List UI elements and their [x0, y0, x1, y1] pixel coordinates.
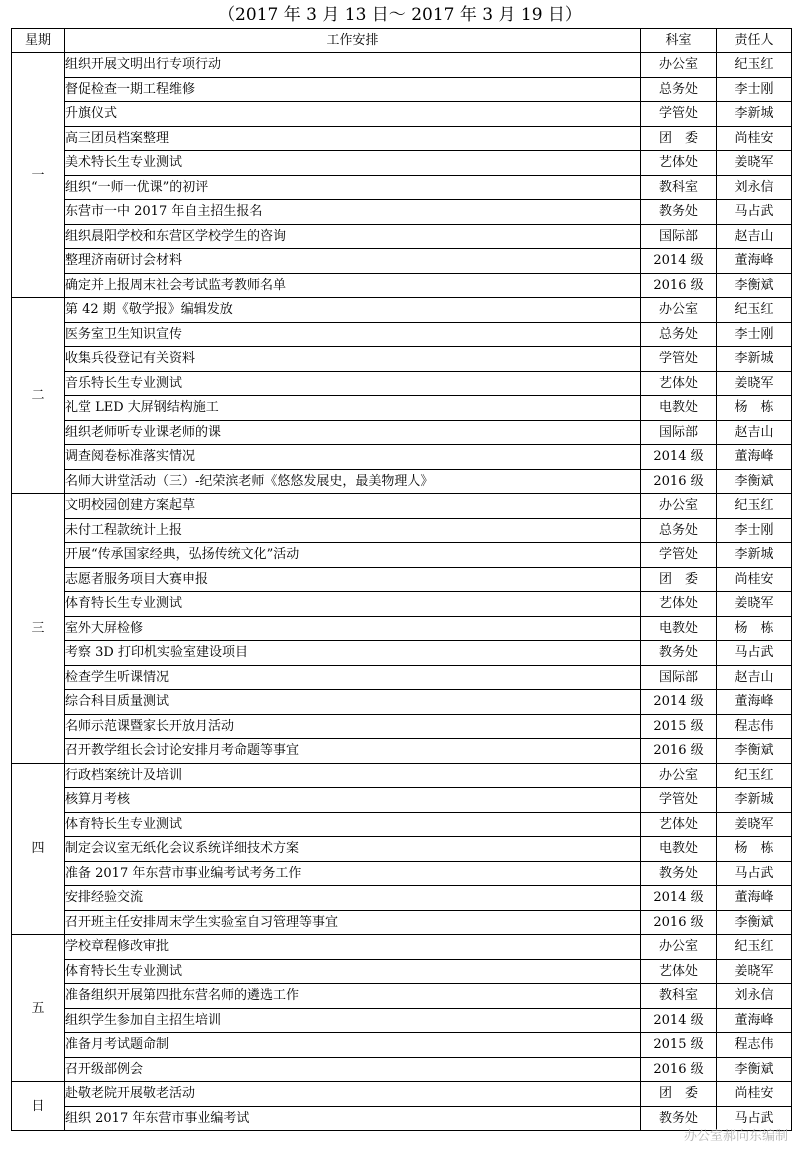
person-cell: 姜晓军	[717, 371, 792, 396]
table-row	[12, 494, 792, 519]
weekday-cell: 一	[12, 53, 65, 298]
header-person: 责任人	[717, 29, 792, 53]
table-row	[12, 1008, 792, 1033]
table-row	[12, 910, 792, 935]
task-cell: 督促检查一期工程维修	[65, 77, 641, 102]
dept-cell: 教科室	[641, 175, 717, 200]
table-row	[12, 469, 792, 494]
person-cell: 纪玉红	[717, 298, 792, 323]
table-row	[12, 763, 792, 788]
person-cell: 赵吉山	[717, 224, 792, 249]
table-row	[12, 224, 792, 249]
dept-cell: 办公室	[641, 763, 717, 788]
task-cell: 准备 2017 年东营市事业编考试考务工作	[65, 861, 641, 886]
person-cell: 李士刚	[717, 322, 792, 347]
person-cell: 纪玉红	[717, 53, 792, 78]
table-row	[12, 445, 792, 470]
task-cell: 体育特长生专业测试	[65, 592, 641, 617]
table-row	[12, 714, 792, 739]
person-cell: 刘永信	[717, 984, 792, 1009]
person-cell: 赵吉山	[717, 665, 792, 690]
person-cell: 董海峰	[717, 886, 792, 911]
task-cell: 东营市一中 2017 年自主招生报名	[65, 200, 641, 225]
task-cell: 体育特长生专业测试	[65, 812, 641, 837]
task-cell: 名师大讲堂活动（三）-纪荣滨老师《悠悠发展史，最美物理人》	[65, 469, 641, 494]
dept-cell: 艺体处	[641, 812, 717, 837]
dept-cell: 总务处	[641, 518, 717, 543]
task-cell: 组织“一师一优课”的初评	[65, 175, 641, 200]
task-cell: 升旗仪式	[65, 102, 641, 127]
table-row	[12, 886, 792, 911]
dept-cell: 2016 级	[641, 469, 717, 494]
table-row	[12, 322, 792, 347]
schedule-body	[12, 53, 792, 1131]
dept-cell: 2016 级	[641, 273, 717, 298]
header-dept: 科室	[641, 29, 717, 53]
person-cell: 纪玉红	[717, 935, 792, 960]
person-cell: 董海峰	[717, 1008, 792, 1033]
person-cell: 纪玉红	[717, 494, 792, 519]
table-row	[12, 273, 792, 298]
table-row	[12, 812, 792, 837]
person-cell: 尚桂安	[717, 1082, 792, 1107]
task-cell: 检查学生听课情况	[65, 665, 641, 690]
person-cell: 马占武	[717, 641, 792, 666]
task-cell: 高三团员档案整理	[65, 126, 641, 151]
table-row	[12, 665, 792, 690]
table-row	[12, 984, 792, 1009]
task-cell: 组织老师听专业课老师的课	[65, 420, 641, 445]
page-title: （2017 年 3 月 13 日～ 2017 年 3 月 19 日）	[218, 5, 582, 25]
person-cell: 李衡斌	[717, 910, 792, 935]
person-cell: 李士刚	[717, 518, 792, 543]
dept-cell: 团 委	[641, 1082, 717, 1107]
table-row	[12, 1106, 792, 1131]
dept-cell: 总务处	[641, 77, 717, 102]
dept-cell: 艺体处	[641, 959, 717, 984]
person-cell: 杨 栋	[717, 837, 792, 862]
person-cell: 纪玉红	[717, 763, 792, 788]
weekday-cell: 四	[12, 763, 65, 935]
dept-cell: 2014 级	[641, 445, 717, 470]
task-cell: 志愿者服务项目大赛申报	[65, 567, 641, 592]
person-cell: 刘永信	[717, 175, 792, 200]
weekday-cell: 日	[12, 1082, 65, 1131]
task-cell: 组织学生参加自主招生培训	[65, 1008, 641, 1033]
weekday-cell: 二	[12, 298, 65, 494]
person-cell: 李衡斌	[717, 273, 792, 298]
person-cell: 李新城	[717, 788, 792, 813]
task-cell: 文明校园创建方案起草	[65, 494, 641, 519]
table-row	[12, 371, 792, 396]
dept-cell: 办公室	[641, 935, 717, 960]
person-cell: 杨 栋	[717, 396, 792, 421]
dept-cell: 教科室	[641, 984, 717, 1009]
task-cell: 调查阅卷标准落实情况	[65, 445, 641, 470]
dept-cell: 电教处	[641, 616, 717, 641]
table-row	[12, 641, 792, 666]
dept-cell: 学管处	[641, 102, 717, 127]
dept-cell: 国际部	[641, 665, 717, 690]
table-row	[12, 690, 792, 715]
dept-cell: 教务处	[641, 641, 717, 666]
task-cell: 召开级部例会	[65, 1057, 641, 1082]
dept-cell: 艺体处	[641, 592, 717, 617]
person-cell: 马占武	[717, 1106, 792, 1131]
dept-cell: 艺体处	[641, 371, 717, 396]
task-cell: 美术特长生专业测试	[65, 151, 641, 176]
dept-cell: 2014 级	[641, 690, 717, 715]
dept-cell: 2016 级	[641, 910, 717, 935]
table-row	[12, 53, 792, 78]
task-cell: 组织开展文明出行专项行动	[65, 53, 641, 78]
task-cell: 核算月考核	[65, 788, 641, 813]
person-cell: 董海峰	[717, 690, 792, 715]
dept-cell: 电教处	[641, 396, 717, 421]
person-cell: 董海峰	[717, 249, 792, 274]
task-cell: 医务室卫生知识宣传	[65, 322, 641, 347]
person-cell: 姜晓军	[717, 592, 792, 617]
dept-cell: 艺体处	[641, 151, 717, 176]
table-row	[12, 175, 792, 200]
header-row	[12, 29, 792, 53]
task-cell: 准备组织开展第四批东营名师的遴选工作	[65, 984, 641, 1009]
dept-cell: 电教处	[641, 837, 717, 862]
person-cell: 李新城	[717, 102, 792, 127]
task-cell: 组织 2017 年东营市事业编考试	[65, 1106, 641, 1131]
dept-cell: 国际部	[641, 224, 717, 249]
dept-cell: 总务处	[641, 322, 717, 347]
schedule-table	[11, 28, 792, 1131]
table-row	[12, 837, 792, 862]
table-row	[12, 151, 792, 176]
person-cell: 杨 栋	[717, 616, 792, 641]
table-row	[12, 616, 792, 641]
person-cell: 姜晓军	[717, 812, 792, 837]
table-row	[12, 1057, 792, 1082]
dept-cell: 办公室	[641, 53, 717, 78]
table-row	[12, 861, 792, 886]
dept-cell: 办公室	[641, 298, 717, 323]
task-cell: 未付工程款统计上报	[65, 518, 641, 543]
table-row	[12, 788, 792, 813]
person-cell: 尚桂安	[717, 126, 792, 151]
table-row	[12, 959, 792, 984]
dept-cell: 2016 级	[641, 1057, 717, 1082]
task-cell: 召开班主任安排周末学生实验室自习管理等事宜	[65, 910, 641, 935]
task-cell: 学校章程修改审批	[65, 935, 641, 960]
table-row	[12, 298, 792, 323]
table-row	[12, 739, 792, 764]
person-cell: 李衡斌	[717, 739, 792, 764]
dept-cell: 团 委	[641, 126, 717, 151]
person-cell: 李衡斌	[717, 1057, 792, 1082]
person-cell: 程志伟	[717, 1033, 792, 1058]
table-row	[12, 592, 792, 617]
dept-cell: 2015 级	[641, 1033, 717, 1058]
table-row	[12, 1033, 792, 1058]
person-cell: 尚桂安	[717, 567, 792, 592]
task-cell: 音乐特长生专业测试	[65, 371, 641, 396]
dept-cell: 2015 级	[641, 714, 717, 739]
dept-cell: 学管处	[641, 347, 717, 372]
dept-cell: 教务处	[641, 200, 717, 225]
task-cell: 开展“传承国家经典，弘扬传统文化”活动	[65, 543, 641, 568]
header-task: 工作安排	[65, 29, 641, 53]
table-row	[12, 396, 792, 421]
table-row	[12, 126, 792, 151]
person-cell: 李士刚	[717, 77, 792, 102]
table-row	[12, 420, 792, 445]
dept-cell: 教务处	[641, 1106, 717, 1131]
table-row	[12, 935, 792, 960]
table-row	[12, 200, 792, 225]
person-cell: 李衡斌	[717, 469, 792, 494]
dept-cell: 2014 级	[641, 1008, 717, 1033]
task-cell: 综合科目质量测试	[65, 690, 641, 715]
person-cell: 程志伟	[717, 714, 792, 739]
table-row	[12, 77, 792, 102]
task-cell: 考察 3D 打印机实验室建设项目	[65, 641, 641, 666]
task-cell: 收集兵役登记有关资料	[65, 347, 641, 372]
person-cell: 姜晓军	[717, 151, 792, 176]
task-cell: 礼堂 LED 大屏钢结构施工	[65, 396, 641, 421]
task-cell: 召开教学组长会讨论安排月考命题等事宜	[65, 739, 641, 764]
task-cell: 行政档案统计及培训	[65, 763, 641, 788]
person-cell: 姜晓军	[717, 959, 792, 984]
table-row	[12, 249, 792, 274]
dept-cell: 学管处	[641, 543, 717, 568]
dept-cell: 学管处	[641, 788, 717, 813]
table-row	[12, 347, 792, 372]
table-row	[12, 567, 792, 592]
task-cell: 第 42 期《敬学报》编辑发放	[65, 298, 641, 323]
dept-cell: 2014 级	[641, 886, 717, 911]
task-cell: 赴敬老院开展敬老活动	[65, 1082, 641, 1107]
task-cell: 名师示范课暨家长开放月活动	[65, 714, 641, 739]
dept-cell: 2014 级	[641, 249, 717, 274]
footer-credit: 办公室郝向东编制	[683, 1129, 788, 1144]
person-cell: 马占武	[717, 200, 792, 225]
task-cell: 准备月考试题命制	[65, 1033, 641, 1058]
person-cell: 李新城	[717, 347, 792, 372]
header-day: 星期	[12, 29, 65, 53]
person-cell: 李新城	[717, 543, 792, 568]
task-cell: 组织晨阳学校和东营区学校学生的咨询	[65, 224, 641, 249]
task-cell: 确定并上报周末社会考试监考教师名单	[65, 273, 641, 298]
table-row	[12, 1082, 792, 1107]
table-row	[12, 543, 792, 568]
person-cell: 赵吉山	[717, 420, 792, 445]
table-row	[12, 102, 792, 127]
dept-cell: 2016 级	[641, 739, 717, 764]
task-cell: 安排经验交流	[65, 886, 641, 911]
dept-cell: 教务处	[641, 861, 717, 886]
dept-cell: 团 委	[641, 567, 717, 592]
dept-cell: 国际部	[641, 420, 717, 445]
task-cell: 整理济南研讨会材料	[65, 249, 641, 274]
task-cell: 制定会议室无纸化会议系统详细技术方案	[65, 837, 641, 862]
table-row	[12, 518, 792, 543]
person-cell: 马占武	[717, 861, 792, 886]
task-cell: 室外大屏检修	[65, 616, 641, 641]
dept-cell: 办公室	[641, 494, 717, 519]
weekday-cell: 五	[12, 935, 65, 1082]
person-cell: 董海峰	[717, 445, 792, 470]
task-cell: 体育特长生专业测试	[65, 959, 641, 984]
weekday-cell: 三	[12, 494, 65, 764]
